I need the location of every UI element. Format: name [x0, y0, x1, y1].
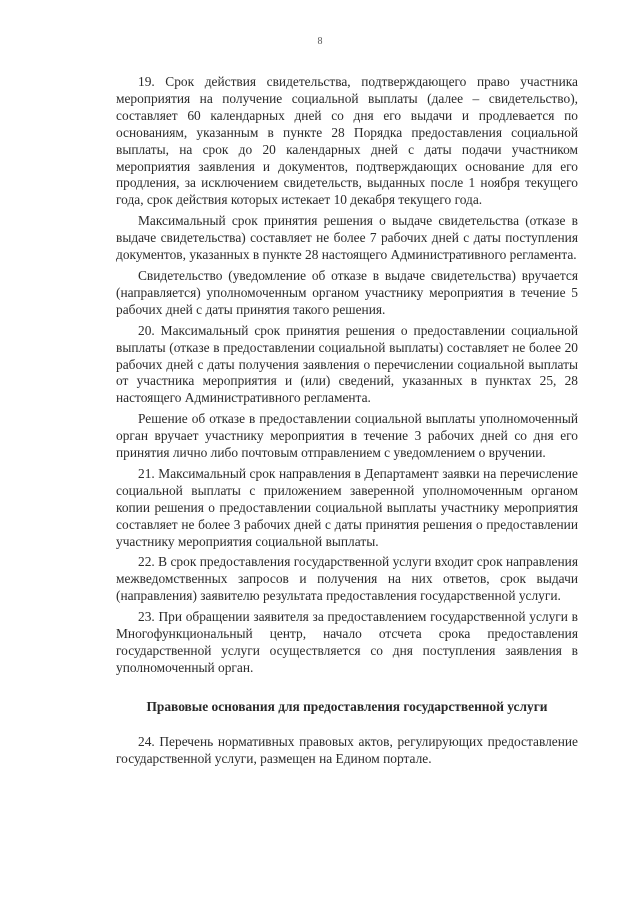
- page-number: 8: [317, 36, 323, 47]
- paragraph-20: 20. Максимальный срок принятия решения о предоставлении социальной выплаты (отказе в предоставлении социальной выплаты) составляет не более 20 рабочих дней с даты получения заявления о перечислении социальной выплаты от участника мероприятия и (или) сведений, указанных в пунктах 25, 28 настоящего Административного регламента.: [116, 322, 578, 406]
- section-heading: Правовые основания для предоставления государственной услуги: [146, 698, 548, 714]
- paragraph-19: 19. Срок действия свидетельства, подтверждающего право участника мероприятия на получение социальной выплаты (далее – свидетельство), составляет 60 календарных дней со дня его выдачи и продлевается по основаниям, указанным в пункте 28 Порядка предоставления социальной выплаты, на срок до 20 календарных дней с даты подачи участником мероприятия заявления и документов, подтверждающих основание для его продления, за исключением свидетельств, выданных после 1 ноября текущего года, срок действия которых истекает 10 декабря текущего года.: [116, 74, 578, 208]
- paragraph-19-delivery: Свидетельство (уведомление об отказе в выдаче свидетельства) вручается (направляется) уполномоченным органом участнику мероприятия в течение 5 рабочих дней с даты принятия такого решения.: [116, 267, 578, 317]
- paragraph-22: 22. В срок предоставления государственной услуги входит срок направления межведомственных запросов и получения на них ответов, срок выдачи (направления) заявителю результата предоставления государственной услуги.: [116, 554, 578, 604]
- paragraph-24: 24. Перечень нормативных правовых актов, регулирующих предоставление государственной услуги, размещен на Едином портале.: [116, 733, 578, 766]
- paragraph-20-refusal: Решение об отказе в предоставлении социальной выплаты уполномоченный орган вручает участнику мероприятия в течение 3 рабочих дней со дня его принятия лично либо почтовым отправлением с уведомлением о вручении.: [116, 411, 578, 461]
- document-body: [116, 74, 578, 772]
- paragraph-19-max-term: Максимальный срок принятия решения о выдаче свидетельства (отказе в выдаче свидетельства) составляет не более 7 рабочих дней с даты поступления документов, указанных в пункте 28 настоящего Административного регламента.: [116, 213, 578, 263]
- paragraph-21: 21. Максимальный срок направления в Департамент заявки на перечисление социальной выплаты с приложением заверенной уполномоченным органом копии решения о предоставлении социальной выплаты участнику мероприятия составляет не более 3 рабочих дней с даты принятия решения о предоставлении участнику мероприятия социальной выплаты.: [116, 465, 578, 549]
- paragraph-23: 23. При обращении заявителя за предоставлением государственной услуги в Многофункциональный центр, начало отсчета срока предоставления государственной услуги осуществляется со дня поступления заявления в уполномоченный орган.: [116, 609, 578, 675]
